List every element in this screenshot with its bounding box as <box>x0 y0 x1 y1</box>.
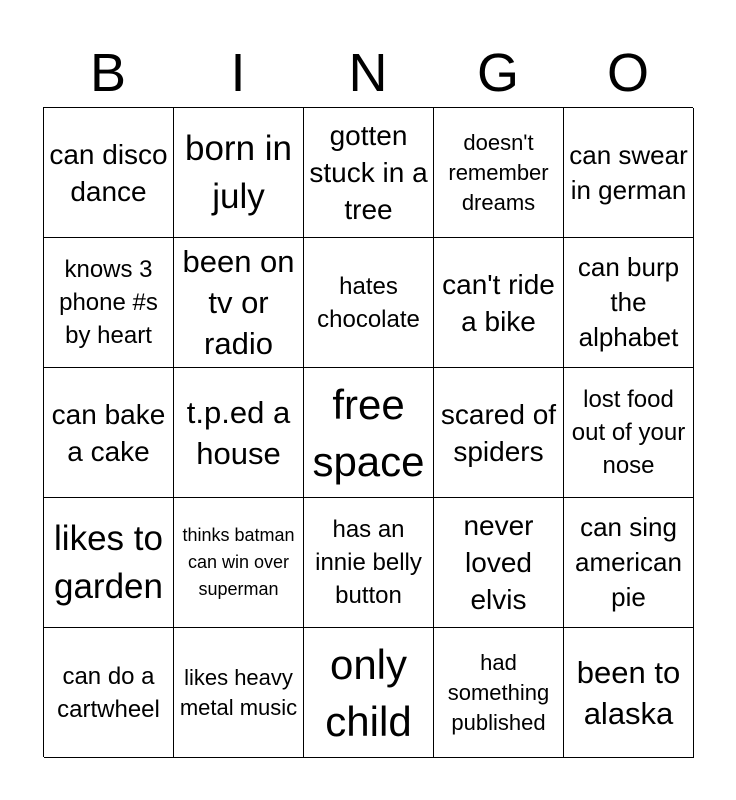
cell-text: can swear in german <box>569 139 688 205</box>
cell-text: been to alaska <box>576 654 681 731</box>
header-letter-n: N <box>348 43 388 103</box>
cell-text: can sing american pie <box>575 512 682 612</box>
header-letter-g: G <box>476 43 519 103</box>
bingo-cell[interactable] <box>564 498 694 628</box>
bingo-cell[interactable] <box>174 108 304 238</box>
cell-text: can burp the alphabet <box>577 252 680 352</box>
cell-text: can do a cartwheel <box>57 662 160 723</box>
bingo-cell[interactable] <box>304 498 434 628</box>
bingo-cell[interactable] <box>564 108 694 238</box>
bingo-cell[interactable] <box>174 628 304 758</box>
cell-text: thinks batman can win over superman <box>182 525 295 599</box>
bingo-cell[interactable] <box>44 368 174 498</box>
cell-text: gotten stuck in a tree <box>309 120 428 225</box>
cell-text: likes to garden <box>54 518 163 606</box>
bingo-cell[interactable] <box>434 498 564 628</box>
cell-text: likes heavy metal music <box>179 664 298 720</box>
cell-text: can disco dance <box>49 138 168 207</box>
bingo-cell[interactable] <box>44 238 174 368</box>
cell-text: knows 3 phone #s by heart <box>59 256 158 349</box>
cell-text: scared of spiders <box>440 398 557 467</box>
free-space-cell[interactable] <box>304 368 434 498</box>
bingo-cell[interactable] <box>434 108 564 238</box>
cell-text: t.p.ed a house <box>186 394 291 471</box>
bingo-board <box>43 107 693 757</box>
bingo-cell[interactable] <box>304 108 434 238</box>
bingo-cell[interactable] <box>304 628 434 758</box>
cell-text: been on tv or radio <box>182 244 295 361</box>
bingo-cell[interactable] <box>44 108 174 238</box>
cell-text: lost food out of your nose <box>571 386 686 479</box>
bingo-cell[interactable] <box>44 628 174 758</box>
cell-text: born in july <box>184 128 293 216</box>
cell-text: only child <box>325 640 412 745</box>
bingo-cell[interactable] <box>174 498 304 628</box>
bingo-cell[interactable] <box>174 238 304 368</box>
cell-text: hates chocolate <box>317 272 420 333</box>
bingo-cell[interactable] <box>174 368 304 498</box>
cell-text: never loved elvis <box>463 510 534 615</box>
bingo-cell[interactable] <box>434 628 564 758</box>
cell-text: has an innie belly button <box>315 516 422 609</box>
bingo-cell[interactable] <box>44 498 174 628</box>
bingo-cell[interactable] <box>564 238 694 368</box>
bingo-header <box>43 42 693 104</box>
header-letter-o: O <box>606 43 649 103</box>
header-letter-i: I <box>230 43 246 103</box>
bingo-cell[interactable] <box>434 368 564 498</box>
cell-text: doesn't remember dreams <box>448 129 549 215</box>
cell-text: can't ride a bike <box>442 268 555 337</box>
bingo-cell[interactable] <box>564 368 694 498</box>
header-letter-b: B <box>89 43 127 103</box>
cell-text: can bake a cake <box>51 398 166 467</box>
bingo-cell[interactable] <box>434 238 564 368</box>
cell-text: had something published <box>447 649 550 735</box>
bingo-cell[interactable] <box>564 628 694 758</box>
cell-text: free space <box>312 380 425 485</box>
bingo-cell[interactable] <box>304 238 434 368</box>
